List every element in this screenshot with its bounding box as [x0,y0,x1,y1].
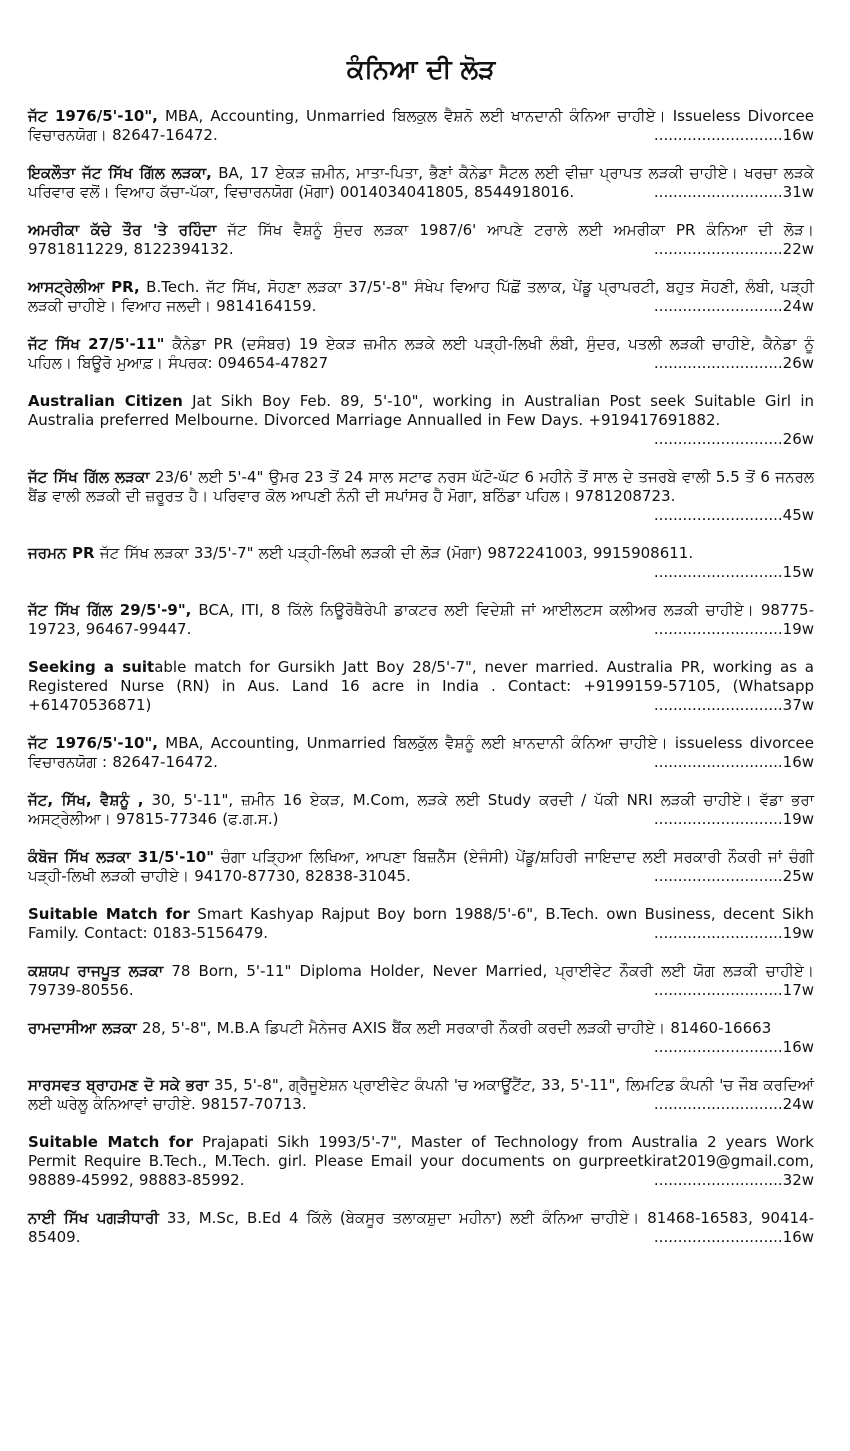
ad-word-count: ...........................15w [653,563,814,581]
page-title: ਕੰਨਿਆ ਦੀ ਲੋੜ [346,55,496,85]
ad-body: Smart Kashyap Rajput Boy born 1988/5'-6", B.Tech. own Business, decent Sikh Family. Contact: 0183-5156479. [28,905,814,942]
ad-headline: Suitable Match for [28,1133,193,1151]
ad-headline: ਜੱਟ ਸਿੱਖ ਗਿੱਲ ਲੜਕਾ [28,468,150,486]
ad-body: ਕੈਨੇਡਾ PR (ਦਸੰਬਰ) 19 ਏਕੜ ਜ਼ਮੀਨ ਲੜਕੇ ਲਈ ਪੜ੍ਹੀ-ਲਿਖੀ ਲੰਬੀ, ਸੁੰਦਰ, ਪਤਲੀ ਲੜਕੀ ਚਾਹੀਏ, ਕੈਨੇਡਾ ਨੂੰ ਪਹਿਲ। ਬਿਊਰੋ ਮੁਆਫ਼। ਸੰਪਰਕ: 094654-47827 [28,335,814,372]
ad-body: BCA, ITI, 8 ਕਿੱਲੇ ਨਿਊਰੋਥੈਰੇਪੀ ਡਾਕਟਰ ਲਈ ਵਿਦੇਸ਼ੀ ਜਾਂ ਆਈਲਟਸ ਕਲੀਅਰ ਲੜਕੀ ਚਾਹੀਏ। 98775-19723, 96467-99447. [28,601,815,638]
ad-headline: ਜੱਟ 1976/5'-10", [28,107,158,125]
ad-headline: ਇਕਲੌਤਾ ਜੱਟ ਸਿੱਖ ਗਿੱਲ ਲੜਕਾ, [28,164,212,182]
ad-word-count: ...........................16w [653,126,814,144]
ad-headline: Seeking a suit [28,658,155,676]
ad-body: BA, 17 ਏਕੜ ਜ਼ਮੀਨ, ਮਾਤਾ-ਪਿਤਾ, ਭੈਣਾਂ ਕੈਨੇਡਾ ਸੈਟਲ ਲਈ ਵੀਜ਼ਾ ਪ੍ਰਾਪਤ ਲੜਕੀ ਚਾਹੀਏ। ਖਰਚਾ ਲੜਕੇ ਪਰਿਵਾਰ ਵਲੋਂ। ਵਿਆਹ ਕੱਚਾ-ਪੱਕਾ, ਵਿਚਾਰਨਯੋਗ (ਮੋਗਾ) 0014034041805, 8544918016. [28,164,814,201]
classified-ad [28,791,814,829]
ad-headline: ਨਾਈ ਸਿੱਖ ਪਗੜੀਧਾਰੀ [28,1209,159,1227]
ad-body: B.Tech. ਜੱਟ ਸਿੱਖ, ਸੋਹਣਾ ਲੜਕਾ 37/5'-8" ਸੰਖੇਪ ਵਿਆਹ ਪਿੱਛੋਂ ਤਲਾਕ, ਪੇਂਡੂ ਪ੍ਰਾਪਰਟੀ, ਬਹੁਤ ਸੋਹਣੀ, ਲੰਬੀ, ਪੜ੍ਹੀ ਲੜਕੀ ਚਾਹੀਏ। ਵਿਆਹ ਜਲਦੀ। 9814164159. [28,278,814,315]
ad-headline: ਆਸਟ੍ਰੇਲੀਆ PR, [28,278,140,296]
classified-ad [28,1076,814,1114]
ad-list [28,107,814,1247]
ad-body: MBA, Accounting, Unmarried ਬਿਲਕੁਲ ਵੈਸ਼ਨੋ ਲਈ ਖਾਨਦਾਨੀ ਕੰਨਿਆ ਚਾਹੀਏ। Issueless Divorcee ਵਿਚਾਰਨਯੋਗ। 82647-16472. [28,107,814,144]
ad-headline: ਸਾਰਸਵਤ ਬ੍ਰਾਹਮਣ ਦੋ ਸਕੇ ਭਰਾ [28,1076,209,1094]
ad-headline: ਜਰਮਨ PR [28,544,95,562]
ad-body: Jat Sikh Boy Feb. 89, 5'-10", working in Australian Post seek Suitable Girl in Australia preferred Melbourne. Divorced Marriage Annualled in Few Days. +919417691882. [28,392,814,429]
classified-ad [28,335,814,373]
ad-body: 23/6' ਲਈ 5'-4" ਉਮਰ 23 ਤੋਂ 24 ਸਾਲ ਸਟਾਫ ਨਰਸ ਘੱਟੋ-ਘੱਟ 6 ਮਹੀਨੇ ਤੋਂ ਸਾਲ ਦੇ ਤਜਰਬੇ ਵਾਲੀ 5.5 ਤੋਂ 6 ਜਨਰਲ ਬੈਂਡ ਵਾਲੀ ਲੜਕੀ ਦੀ ਜ਼ਰੂਰਤ ਹੈ। ਪਰਿਵਾਰ ਕੋਲ ਆਪਣੀ ਨੰਨੀ ਦੀ ਸਪਾਂਸਰ ਹੈ ਮੋਗਾ, ਬਠਿੰਡਾ ਪਹਿਲ। 9781208723. [28,468,815,505]
classified-ad [28,1019,814,1057]
ad-word-count: ...........................25w [653,867,814,885]
classified-ad [28,658,814,715]
ad-word-count: ...........................19w [653,620,814,638]
ad-word-count: ...........................16w [653,1038,814,1056]
classified-ad [28,734,814,772]
ad-word-count: ...........................19w [653,924,814,942]
ad-word-count: ...........................24w [653,297,814,315]
ad-word-count: ...........................37w [653,696,814,714]
classified-ad [28,848,814,886]
ad-body: 78 Born, 5'-11" Diploma Holder, Never Married, ਪ੍ਰਾਈਵੇਟ ਨੌਕਰੀ ਲਈ ਯੋਗ ਲੜਕੀ ਚਾਹੀਏ। 79739-80556. [28,962,815,999]
ad-headline: Australian Citizen [28,392,183,410]
ad-headline: ਜੱਟ ਸਿੱਖ 27/5'-11" [28,335,165,353]
ad-headline: Suitable Match for [28,905,190,923]
ad-body: MBA, Accounting, Unmarried ਬਿਲਕੁੱਲ ਵੈਸ਼ਨੂੰ ਲਈ ਖ਼ਾਨਦਾਨੀ ਕੰਨਿਆ ਚਾਹੀਏ। issueless divorcee ਵਿਚਾਰਨਯੋਗ : 82647-16472. [28,734,814,771]
ad-body: ਜੱਟ ਸਿੱਖ ਲੜਕਾ 33/5'-7" ਲਈ ਪੜ੍ਹੀ-ਲਿਖੀ ਲੜਕੀ ਦੀ ਲੋੜ (ਮੋਗਾ) 9872241003, 9915908611. [94,544,694,562]
classified-ad [28,164,814,202]
ad-headline: ਜੱਟ 1976/5'-10", [28,734,158,752]
ad-word-count: ...........................24w [653,1095,814,1113]
ad-word-count: ...........................32w [653,1171,814,1189]
ad-headline: ਅਮਰੀਕਾ ਕੱਚੇ ਤੌਰ 'ਤੇ ਰਹਿੰਦਾ [28,221,217,239]
ad-body: ਚੰਗਾ ਪੜ੍ਹਿਆ ਲਿਖਿਆ, ਆਪਣਾ ਬਿਜ਼ਨੈੱਸ (ਏਜੰਸੀ) ਪੇਂਡੂ/ਸ਼ਹਿਰੀ ਜਾਇਦਾਦ ਲਈ ਸਰਕਾਰੀ ਨੌਕਰੀ ਜਾਂ ਚੰਗੀ ਪੜ੍ਹੀ-ਲਿਖੀ ਲੜਕੀ ਚਾਹੀਏ। 94170-87730, 82838-31045. [28,848,814,885]
ad-word-count: ...........................45w [653,506,814,524]
ad-body: 28, 5'-8", M.B.A ਡਿਪਟੀ ਮੈਨੇਜਰ AXIS ਬੈਂਕ ਲਈ ਸਰਕਾਰੀ ਨੌਕਰੀ ਕਰਦੀ ਲੜਕੀ ਚਾਹੀਏ। 81460-16663 [136,1019,772,1037]
classified-ad [28,1209,814,1247]
classified-ad [28,601,814,639]
ad-body: 30, 5'-11", ਜ਼ਮੀਨ 16 ਏਕੜ, M.Com, ਲੜਕੇ ਲਈ Study ਕਰਦੀ / ਪੱਕੀ NRI ਲੜਕੀ ਚਾਹੀਏ। ਵੱਡਾ ਭਰਾ ਅਸਟ੍ਰੇਲੀਆ। 97815-77346 (ਫ.ਗ.ਸ.) [28,791,814,828]
ad-body: 35, 5'-8", ਗ੍ਰੈਜੂਏਸ਼ਨ ਪ੍ਰਾਈਵੇਟ ਕੰਪਨੀ 'ਚ ਅਕਾਊਂਟੈਂਟ, 33, 5'-11", ਲਿਮਟਿਡ ਕੰਪਨੀ 'ਚ ਜੌਬ ਕਰਦਿਆਂ ਲਈ ਘਰੇਲੂ ਕੰਨਿਆਵਾਂ ਚਾਹੀਏ. 98157-70713. [28,1076,814,1113]
classified-ad [28,544,814,582]
ad-headline: ਕਸ਼ਯਪ ਰਾਜਪੂਤ ਲੜਕਾ [28,962,164,980]
ad-word-count: ...........................22w [653,240,814,258]
ad-word-count: ...........................19w [653,810,814,828]
classified-ad [28,905,814,943]
ad-word-count: ...........................17w [653,981,814,999]
ad-body: able match for Gursikh Jatt Boy 28/5'-7", never married. Australia PR, working as a Registered Nurse (RN) in Aus. Land 16 acre in India . Contact: +9199159-57105, (Whatsapp +61470536871) [28,658,814,714]
ad-headline: ਜੱਟ ਸਿੱਖ ਗਿੱਲ 29/5'-9", [28,601,192,619]
classified-ad [28,107,814,145]
classified-ad [28,278,814,316]
ad-word-count: ...........................26w [653,430,814,448]
ad-body: ਜੱਟ ਸਿੱਖ ਵੈਸ਼ਨੂੰ ਸੁੰਦਰ ਲੜਕਾ 1987/6' ਆਪਣੇ ਟਰਾਲੇ ਲਈ ਅਮਰੀਕਾ PR ਕੰਨਿਆ ਦੀ ਲੋੜ। 9781811229, 8122394132. [28,221,814,258]
ad-headline: ਕੰਬੋਜ ਸਿੱਖ ਲੜਕਾ 31/5'-10" [28,848,215,866]
classified-ad [28,221,814,259]
ad-word-count: ...........................16w [653,1228,814,1246]
ad-word-count: ...........................31w [653,183,814,201]
classified-ad [28,468,814,525]
ad-word-count: ...........................16w [653,753,814,771]
classified-ad [28,1133,814,1190]
ad-word-count: ...........................26w [653,354,814,372]
ad-headline: ਜੱਟ, ਸਿੱਖ, ਵੈਸ਼ਨੂੰ , [28,791,144,809]
classified-ad [28,392,814,449]
ad-headline: ਰਾਮਦਾਸੀਆ ਲੜਕਾ [28,1019,137,1037]
ad-body: 33, M.Sc, B.Ed 4 ਕਿੱਲੇ (ਬੇਕਸੂਰ ਤਲਾਕਸ਼ੁਦਾ ਮਹੀਨਾ) ਲਈ ਕੰਨਿਆ ਚਾਹੀਏ। 81468-16583, 90414-85409. [28,1209,814,1246]
ad-body: Prajapati Sikh 1993/5'-7", Master of Technology from Australia 2 years Work Permit Require B.Tech., M.Tech. girl. Please Email your documents on gurpreetkirat2019@gmail.com, 98889-45992, 98883-85992. [28,1133,814,1189]
classified-ad [28,962,814,1000]
